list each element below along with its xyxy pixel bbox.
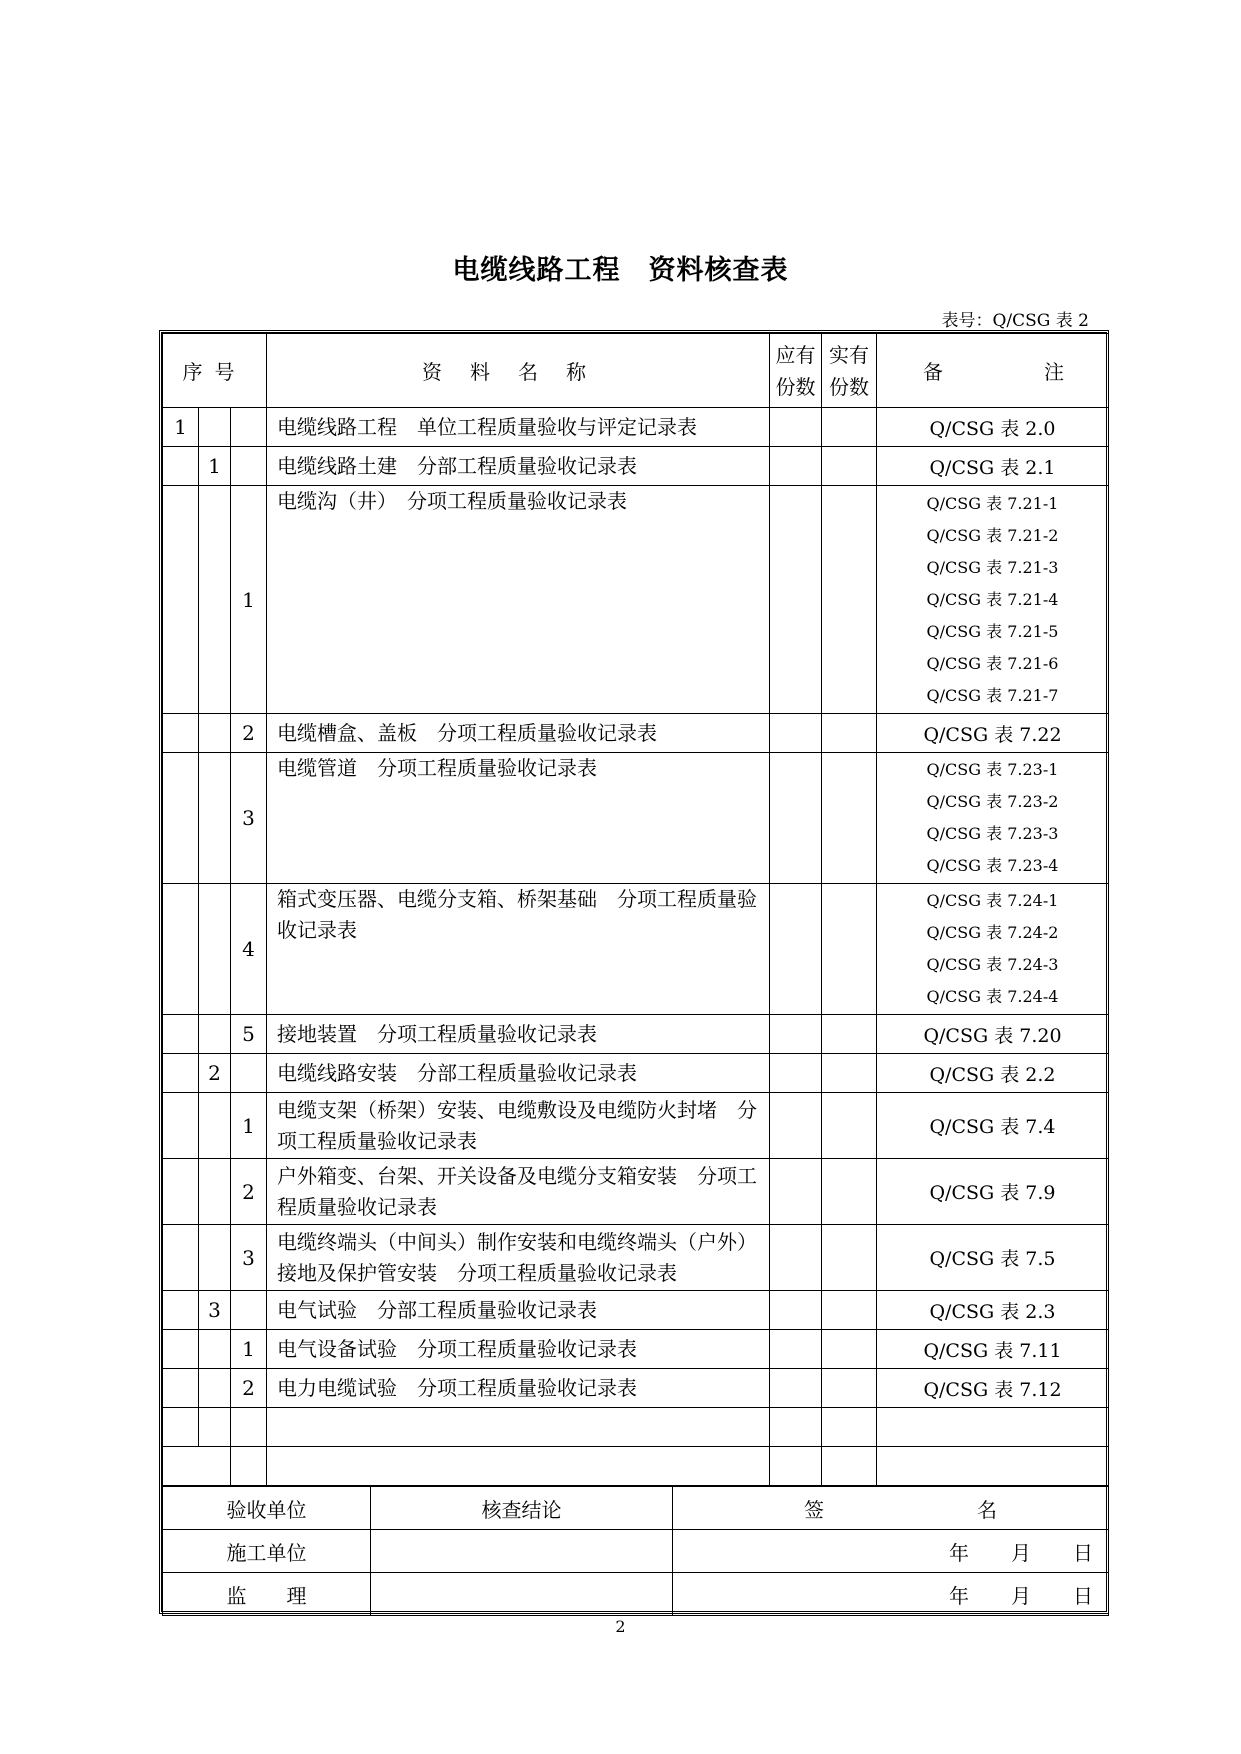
actual-copies-cell[interactable] <box>822 408 877 447</box>
construction-date-cell[interactable] <box>673 1530 1109 1573</box>
required-copies-cell[interactable] <box>770 753 822 884</box>
form-ref-line: Q/CSG 表 7.21-5 <box>926 621 1059 641</box>
form-ref-line: Q/CSG 表 7.24-3 <box>926 955 1059 974</box>
form-ref-line: Q/CSG 表 7.23-2 <box>926 792 1059 811</box>
document-name-cell: 接地装置 分项工程质量验收记录表 <box>267 1015 770 1054</box>
required-copies-cell[interactable] <box>770 408 822 447</box>
actual-copies-cell[interactable] <box>822 884 877 1015</box>
remark-cell: Q/CSG 表 7.5 <box>877 1225 1109 1291</box>
table-row <box>163 714 1109 753</box>
actual-copies-cell[interactable] <box>822 1015 877 1054</box>
document-name-cell: 电缆支架（桥架）安装、电缆敷设及电缆防火封堵 分项工程质量验收记录表 <box>267 1093 770 1159</box>
seq-level3-cell <box>231 1054 267 1093</box>
seq-level1-cell: 1 <box>163 408 199 447</box>
form-ref-line: Q/CSG 表 7.24-4 <box>926 987 1059 1006</box>
header-required-copies <box>770 334 822 408</box>
required-copies-cell[interactable] <box>770 1159 822 1225</box>
seq-level3-cell: 3 <box>231 1225 267 1291</box>
header-name: 资料名称 <box>267 334 770 408</box>
blank-cell[interactable] <box>231 1447 267 1486</box>
remark-cell: Q/CSG 表 7.9 <box>877 1159 1109 1225</box>
seq-level3-cell <box>231 447 267 486</box>
table-row <box>163 1159 1109 1225</box>
supervision-year: 年 <box>949 1583 969 1608</box>
form-ref-line: Q/CSG 表 7.24-2 <box>926 923 1059 942</box>
document-name-cell: 电缆线路安装 分部工程质量验收记录表 <box>267 1054 770 1093</box>
seq-level1-cell <box>163 1159 199 1225</box>
required-copies-cell[interactable] <box>770 1291 822 1330</box>
seq-level3-cell: 1 <box>231 486 267 714</box>
form-ref-line: Q/CSG 表 7.23-3 <box>926 824 1059 843</box>
construction-conclusion-cell[interactable] <box>371 1530 673 1573</box>
remark-cell <box>877 884 1109 1015</box>
blank-cell[interactable] <box>770 1447 822 1486</box>
actual-copies-cell[interactable] <box>822 1159 877 1225</box>
construction-unit-row <box>163 1530 1109 1573</box>
form-ref-line: Q/CSG 表 7.23-1 <box>926 760 1059 779</box>
remark-cell: Q/CSG 表 7.12 <box>877 1369 1109 1408</box>
required-copies-cell[interactable] <box>770 1015 822 1054</box>
header-required-copies-line2: 份数 <box>775 374 816 399</box>
form-ref-line: Q/CSG 表 7.21-2 <box>926 525 1059 545</box>
conclusion-label: 核查结论 <box>371 1487 673 1530</box>
seq-level3-cell: 2 <box>231 714 267 753</box>
supervision-day: 日 <box>1073 1583 1093 1608</box>
required-copies-cell[interactable] <box>770 714 822 753</box>
seq-level1-cell <box>163 1093 199 1159</box>
document-name-cell: 电缆管道 分项工程质量验收记录表 <box>267 753 770 884</box>
remark-cell: Q/CSG 表 2.0 <box>877 408 1109 447</box>
seq-level2-cell <box>199 408 231 447</box>
construction-year: 年 <box>949 1540 969 1565</box>
signature-label-a: 签 <box>804 1497 824 1522</box>
remark-cell: Q/CSG 表 2.3 <box>877 1291 1109 1330</box>
blank-cell[interactable] <box>877 1408 1109 1447</box>
required-copies-cell[interactable] <box>770 447 822 486</box>
seq-level1-cell <box>163 753 199 884</box>
blank-cell[interactable] <box>877 1447 1109 1486</box>
seq-level3-cell: 4 <box>231 884 267 1015</box>
seq-level2-cell <box>199 714 231 753</box>
seq-level2-cell <box>199 884 231 1015</box>
accept-unit-label: 验收单位 <box>163 1487 371 1530</box>
blank-cell[interactable] <box>163 1408 199 1447</box>
data-check-table <box>162 333 1109 1486</box>
header-row <box>163 334 1109 408</box>
remark-cell: Q/CSG 表 7.11 <box>877 1330 1109 1369</box>
blank-cell[interactable] <box>231 1408 267 1447</box>
supervision-label: 监 理 <box>163 1573 371 1616</box>
seq-level3-cell: 1 <box>231 1093 267 1159</box>
seq-level1-cell <box>163 1330 199 1369</box>
header-seq: 序号 <box>163 334 267 408</box>
table-row <box>163 447 1109 486</box>
blank-cell[interactable] <box>770 1408 822 1447</box>
header-remark-a: 备 <box>923 360 943 384</box>
form-ref-line: Q/CSG 表 7.24-1 <box>926 891 1059 910</box>
document-name-cell: 箱式变压器、电缆分支箱、桥架基础 分项工程质量验收记录表 <box>267 884 770 1015</box>
actual-copies-cell[interactable] <box>822 1369 877 1408</box>
blank-cell[interactable] <box>199 1408 231 1447</box>
seq-level3-cell <box>231 408 267 447</box>
actual-copies-cell[interactable] <box>822 1330 877 1369</box>
construction-month: 月 <box>1011 1540 1031 1565</box>
signature-table <box>162 1486 1109 1616</box>
blank-row <box>163 1408 1109 1447</box>
blank-row <box>163 1447 1109 1486</box>
supervision-date-cell[interactable] <box>673 1573 1109 1616</box>
document-name-cell: 户外箱变、台架、开关设备及电缆分支箱安装 分项工程质量验收记录表 <box>267 1159 770 1225</box>
required-copies-cell[interactable] <box>770 1225 822 1291</box>
table-row <box>163 1369 1109 1408</box>
remark-cell: Q/CSG 表 2.2 <box>877 1054 1109 1093</box>
required-copies-cell[interactable] <box>770 1369 822 1408</box>
form-number: 表号：Q/CSG 表 2 <box>941 311 1089 331</box>
signature-header-row <box>163 1487 1109 1530</box>
header-actual-copies <box>822 334 877 408</box>
table-row <box>163 1093 1109 1159</box>
seq-level2-cell: 2 <box>199 1054 231 1093</box>
document-name-cell: 电缆终端头（中间头）制作安装和电缆终端头（户外）接地及保护管安装 分项工程质量验收记录表 <box>267 1225 770 1291</box>
document-name-cell: 电力电缆试验 分项工程质量验收记录表 <box>267 1369 770 1408</box>
construction-unit-label: 施工单位 <box>163 1530 371 1573</box>
seq-level3-cell: 3 <box>231 753 267 884</box>
remark-cell <box>877 753 1109 884</box>
form-ref-line: Q/CSG 表 7.21-6 <box>926 653 1059 673</box>
seq-level2-cell <box>199 753 231 884</box>
seq-level3-cell: 1 <box>231 1330 267 1369</box>
actual-copies-cell[interactable] <box>822 1291 877 1330</box>
required-copies-cell[interactable] <box>770 486 822 714</box>
actual-copies-cell[interactable] <box>822 1093 877 1159</box>
required-copies-cell[interactable] <box>770 884 822 1015</box>
seq-level2-cell <box>199 1093 231 1159</box>
table-row <box>163 1291 1109 1330</box>
table-row <box>163 408 1109 447</box>
actual-copies-cell[interactable] <box>822 753 877 884</box>
blank-cell[interactable] <box>267 1408 770 1447</box>
seq-level2-cell <box>199 1369 231 1408</box>
seq-level1-cell <box>163 486 199 714</box>
actual-copies-cell[interactable] <box>822 486 877 714</box>
table-row <box>163 753 1109 884</box>
blank-cell[interactable] <box>822 1408 877 1447</box>
form-ref-line: Q/CSG 表 7.21-4 <box>926 589 1059 609</box>
document-name-cell: 电缆沟（井） 分项工程质量验收记录表 <box>267 486 770 714</box>
seq-level1-cell <box>163 1225 199 1291</box>
seq-level2-cell <box>199 1330 231 1369</box>
document-name-cell: 电气试验 分部工程质量验收记录表 <box>267 1291 770 1330</box>
required-copies-cell[interactable] <box>770 1054 822 1093</box>
seq-level2-cell <box>199 1159 231 1225</box>
seq-level2-cell <box>199 1225 231 1291</box>
document-name-cell: 电缆线路工程 单位工程质量验收与评定记录表 <box>267 408 770 447</box>
blank-cell[interactable] <box>163 1447 231 1486</box>
seq-level1-cell <box>163 447 199 486</box>
seq-level1-cell <box>163 1054 199 1093</box>
supervision-conclusion-cell[interactable] <box>371 1573 673 1616</box>
blank-cell[interactable] <box>822 1447 877 1486</box>
required-copies-cell[interactable] <box>770 1093 822 1159</box>
seq-level1-cell <box>163 1291 199 1330</box>
remark-cell: Q/CSG 表 7.22 <box>877 714 1109 753</box>
signature-label <box>673 1487 1109 1530</box>
remark-cell <box>877 486 1109 714</box>
table-row <box>163 1330 1109 1369</box>
document-name-cell: 电缆线路土建 分部工程质量验收记录表 <box>267 447 770 486</box>
page-number: 2 <box>615 1617 626 1636</box>
form-ref-line: Q/CSG 表 7.23-4 <box>926 856 1059 875</box>
table-row <box>163 1015 1109 1054</box>
header-required-copies-line1: 应有 <box>775 342 816 367</box>
seq-level2-cell <box>199 1015 231 1054</box>
seq-level2-cell <box>199 486 231 714</box>
form-ref-line: Q/CSG 表 7.21-1 <box>926 493 1059 513</box>
document-name-cell: 电缆槽盒、盖板 分项工程质量验收记录表 <box>267 714 770 753</box>
actual-copies-cell[interactable] <box>822 714 877 753</box>
remark-cell: Q/CSG 表 7.4 <box>877 1093 1109 1159</box>
seq-level1-cell <box>163 1015 199 1054</box>
construction-day: 日 <box>1073 1540 1093 1565</box>
actual-copies-cell[interactable] <box>822 447 877 486</box>
seq-level1-cell <box>163 714 199 753</box>
blank-cell[interactable] <box>267 1447 770 1486</box>
required-copies-cell[interactable] <box>770 1330 822 1369</box>
form-ref-line: Q/CSG 表 7.21-3 <box>926 557 1059 577</box>
header-remark-b: 注 <box>1044 360 1064 384</box>
table-row <box>163 884 1109 1015</box>
table-row <box>163 1054 1109 1093</box>
seq-level3-cell: 2 <box>231 1369 267 1408</box>
supervision-row <box>163 1573 1109 1616</box>
actual-copies-cell[interactable] <box>822 1225 877 1291</box>
form-ref-line: Q/CSG 表 7.21-7 <box>926 685 1059 705</box>
remark-cell: Q/CSG 表 7.20 <box>877 1015 1109 1054</box>
document-name-cell: 电气设备试验 分项工程质量验收记录表 <box>267 1330 770 1369</box>
seq-level2-cell: 3 <box>199 1291 231 1330</box>
header-actual-copies-line1: 实有 <box>829 342 869 367</box>
table-row <box>163 486 1109 714</box>
seq-level1-cell <box>163 884 199 1015</box>
signature-label-b: 名 <box>977 1497 997 1522</box>
seq-level2-cell: 1 <box>199 447 231 486</box>
remark-cell: Q/CSG 表 2.1 <box>877 447 1109 486</box>
header-actual-copies-line2: 份数 <box>829 374 869 399</box>
page-title: 电缆线路工程 资料核查表 <box>452 255 789 286</box>
seq-level3-cell: 2 <box>231 1159 267 1225</box>
supervision-month: 月 <box>1011 1583 1031 1608</box>
header-remark <box>877 334 1109 408</box>
seq-level1-cell <box>163 1369 199 1408</box>
actual-copies-cell[interactable] <box>822 1054 877 1093</box>
table-row <box>163 1225 1109 1291</box>
seq-level3-cell: 5 <box>231 1015 267 1054</box>
seq-level3-cell <box>231 1291 267 1330</box>
